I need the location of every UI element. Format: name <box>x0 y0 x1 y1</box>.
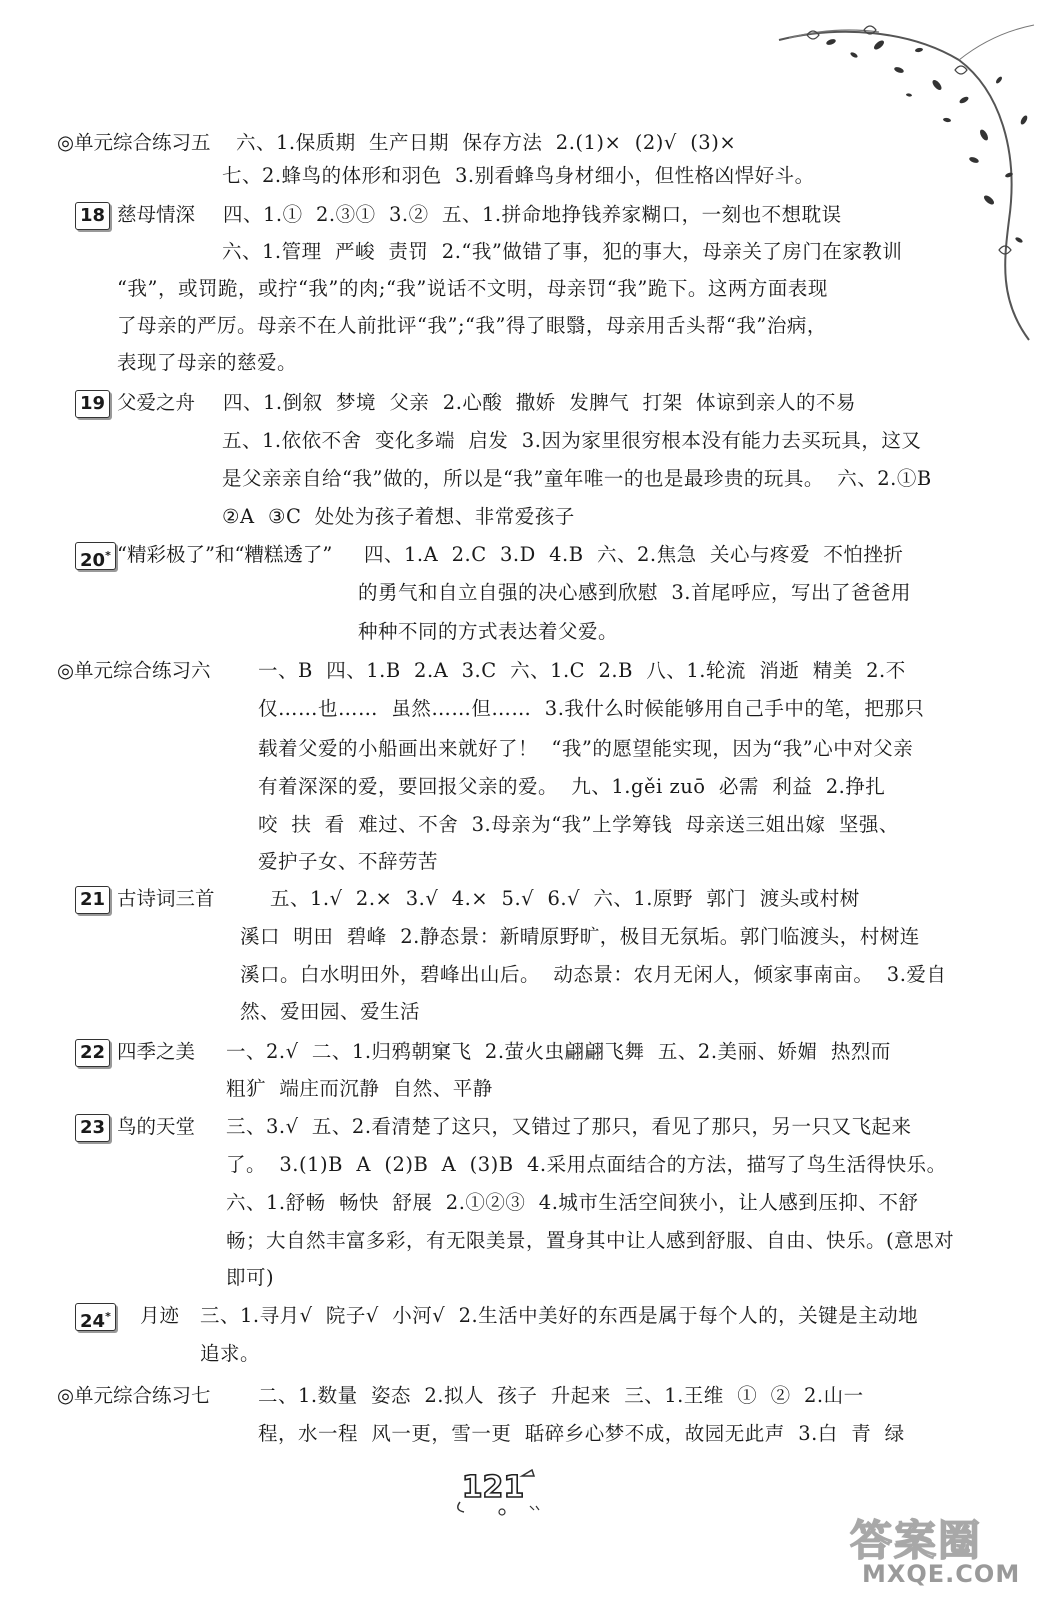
lesson-number-badge: 18 <box>75 202 110 230</box>
answer-line: 一、2.√ 二、1.归鸦朝窠飞 2.萤火虫翩翩飞舞 五、2.美丽、娇媚 热烈而 <box>226 1040 891 1063</box>
answer-line: 仅……也…… 虽然……但…… 3.我什么时候能够用自己手中的笔，把那只 <box>258 697 925 720</box>
unit-exercise-heading: ◎单元综合练习六 <box>57 659 211 682</box>
answer-line: 六、1.管理 严峻 责罚 2.“我”做错了事，犯的事大，母亲关了房门在家教训 <box>222 240 903 263</box>
answer-line: 表现了母亲的慈爱。 <box>117 351 298 374</box>
answer-line: 五、1.依依不舍 变化多端 启发 3.因为家里很穷根本没有能力去买玩具，这又 <box>222 429 922 452</box>
lesson-title: 古诗词三首 <box>117 887 215 910</box>
answer-line: 六、1.舒畅 畅快 舒展 2.①②③ 4.城市生活空间狭小，让人感到压抑、不舒 <box>226 1191 919 1214</box>
lesson-title: 鸟的天堂 <box>117 1115 196 1138</box>
answer-line: 追求。 <box>200 1342 261 1365</box>
answer-line: 四、1.A 2.C 3.D 4.B 六、2.焦急 关心与疼爱 不怕挫折 <box>364 543 904 566</box>
answer-line: 畅；大自然丰富多彩，有无限美景，置身其中让人感到舒服、自由、快乐。(意思对 <box>226 1229 955 1252</box>
answer-line: 一、B 四、1.B 2.A 3.C 六、1.C 2.B 八、1.轮流 消逝 精美 2.不 <box>258 659 906 682</box>
unit-exercise-heading: ◎单元综合练习七 <box>57 1384 211 1407</box>
answer-line: 有着深深的爱，要回报父亲的爱。 九、1.gěi zuō 必需 利益 2.挣扎 <box>258 775 886 798</box>
lesson-title: “精彩极了”和“糟糕透了” <box>117 543 333 566</box>
answer-line: 三、3.√ 五、2.看清楚了这只，又错过了那只，看见了那只，另一只又飞起来 <box>226 1115 912 1138</box>
answer-line: 咬 扶 看 难过、不舍 3.母亲为“我”上学筹钱 母亲送三姐出嫁 坚强、 <box>258 813 899 836</box>
answer-line: 的勇气和自立自强的决心感到欣慰 3.首尾呼应，写出了爸爸用 <box>358 581 912 604</box>
answer-line: 了母亲的严厉。母亲不在人前批评“我”;“我”得了眼翳，母亲用舌头帮“我”治病， <box>117 314 827 337</box>
watermark-logo: 答案圈 <box>850 1516 983 1565</box>
answer-line: 四、1.① 2.③① 3.② 五、1.拼命地挣钱养家糊口，一刻也不想耽误 <box>223 203 842 226</box>
unit-exercise-heading: ◎单元综合练习五 <box>57 131 211 154</box>
lesson-number-badge: 23 <box>75 1114 110 1142</box>
lesson-number-badge: 21 <box>75 886 110 914</box>
answer-line: 程，水一程 风一更，雪一更 聒碎乡心梦不成，故园无此声 3.白 青 绿 <box>258 1422 905 1445</box>
answer-line: 三、1.寻月√ 院子√ 小河√ 2.生活中美好的东西是属于每个人的，关键是主动地 <box>200 1304 919 1327</box>
answer-line: “我”，或罚跪，或拧“我”的肉;“我”说话不文明，母亲罚“我”跪下。这两方面表现 <box>117 277 828 300</box>
answer-line: 二、1.数量 姿态 2.拟人 孩子 升起来 三、1.王维 ① ② 2.山一 <box>258 1384 864 1407</box>
answer-line: ②A ③C 处处为孩子着想、非常爱孩子 <box>222 505 575 528</box>
lesson-number-badge: 20* <box>75 542 116 570</box>
lesson-title: 慈母情深 <box>117 203 196 226</box>
watermark-url: MXQE.COM <box>862 1560 1021 1588</box>
lesson-number-badge: 22 <box>75 1039 110 1067</box>
lesson-number-badge: 24* <box>75 1303 116 1331</box>
page-number: 121 <box>461 1470 525 1505</box>
answer-line: 了。 3.(1)B A (2)B A (3)B 4.采用点面结合的方法，描写了鸟生活得快乐。 <box>226 1153 947 1176</box>
answer-line: 溪口。白水明田外，碧峰出山后。 动态景：农月无闲人，倾家事南亩。 3.爱自 <box>240 963 947 986</box>
answer-line: 溪口 明田 碧峰 2.静态景：新晴原野旷，极目无氛垢。郭门临渡头，村树连 <box>240 925 920 948</box>
lesson-title: 四季之美 <box>117 1040 196 1063</box>
answer-line: 然、爱田园、爱生活 <box>240 1000 421 1023</box>
lesson-title: 月迹 <box>140 1304 180 1327</box>
answer-line: 即可) <box>226 1266 275 1289</box>
answer-line: 四、1.倒叙 梦境 父亲 2.心酸 撒娇 发脾气 打架 体谅到亲人的不易 <box>223 391 856 414</box>
answer-line: 载着父爱的小船画出来就好了！ “我”的愿望能实现，因为“我”心中对父亲 <box>258 737 914 760</box>
lesson-title: 父爱之舟 <box>117 391 196 414</box>
answer-line: 爱护子女、不辞劳苦 <box>258 850 439 873</box>
answer-line: 六、1.保质期 生产日期 保存方法 2.(1)× (2)√ (3)× <box>236 131 737 154</box>
lesson-number-badge: 19 <box>75 390 110 418</box>
answer-line: 七、2.蜂鸟的体形和羽色 3.别看蜂鸟身材细小，但性格凶悍好斗。 <box>222 164 815 187</box>
answer-line: 是父亲亲自给“我”做的，所以是“我”童年唯一的也是最珍贵的玩具。 六、2.①B <box>222 467 932 490</box>
answer-line: 种种不同的方式表达着父爱。 <box>358 620 619 643</box>
answer-line: 五、1.√ 2.× 3.√ 4.× 5.√ 6.√ 六、1.原野 郭门 渡头或村树 <box>270 887 860 910</box>
answer-line: 粗犷 端庄而沉静 自然、平静 <box>226 1077 493 1100</box>
